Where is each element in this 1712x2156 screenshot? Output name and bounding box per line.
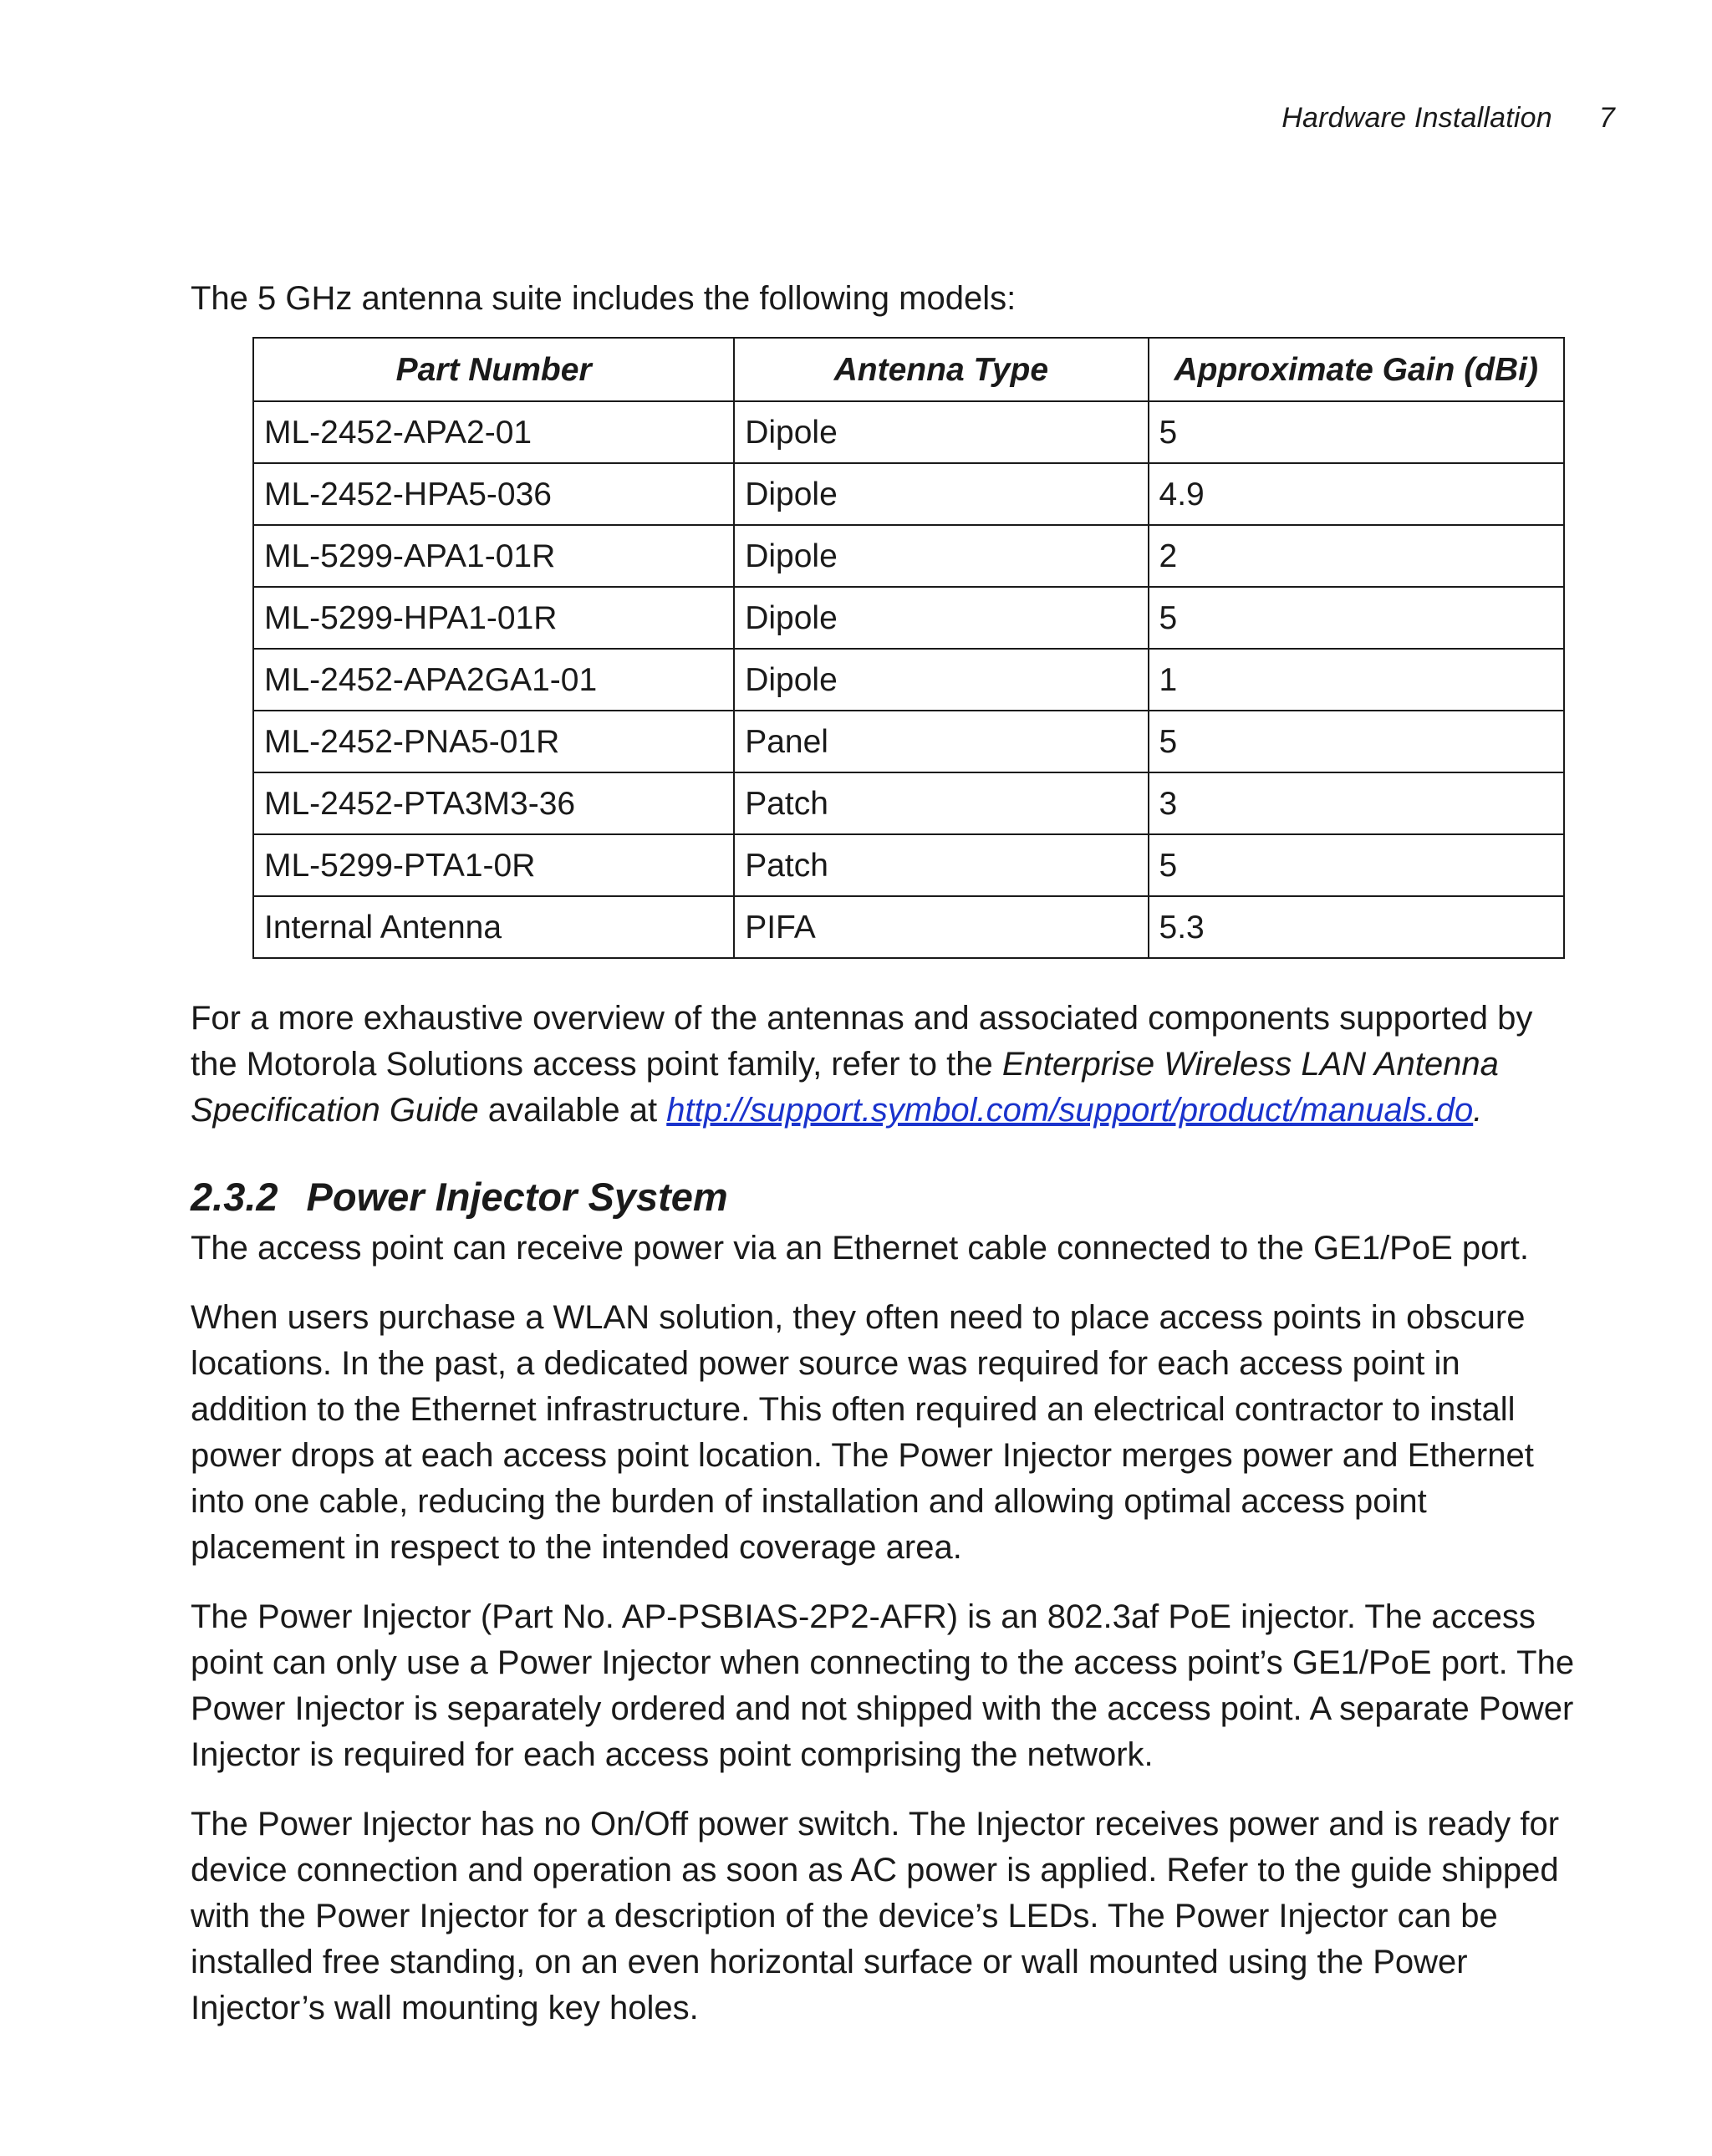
table-row bbox=[253, 711, 1564, 772]
cell-gain: 5 bbox=[1149, 711, 1565, 772]
body-paragraph: When users purchase a WLAN solution, they often need to place access points in obscure locations. In the past, a dedicated power source was required for each access point in addition to the Ethernet infrastructure. This often required an electrical contractor to install power drops at each access point location. The Power Injector merges power and Ethernet into one cable, reducing the burden of installation and allowing optimal access point placement in respect to the intended coverage area. bbox=[191, 1299, 1534, 1566]
cell-gain: 5 bbox=[1149, 834, 1565, 896]
table-row bbox=[253, 401, 1564, 463]
cell-part-number: ML-5299-APA1-01R bbox=[253, 525, 734, 587]
table-row bbox=[253, 463, 1564, 525]
table-header-row bbox=[253, 338, 1564, 401]
table-row bbox=[253, 896, 1564, 958]
column-header-part-number: Part Number bbox=[253, 338, 734, 401]
cell-part-number: ML-2452-APA2-01 bbox=[253, 401, 734, 463]
section-title: Power Injector System bbox=[306, 1175, 728, 1219]
cell-gain: 1 bbox=[1149, 649, 1565, 711]
cell-part-number: ML-5299-PTA1-0R bbox=[253, 834, 734, 896]
cell-antenna-type: Panel bbox=[734, 711, 1148, 772]
table-row bbox=[253, 772, 1564, 834]
cell-antenna-type: Dipole bbox=[734, 463, 1148, 525]
cell-gain: 5 bbox=[1149, 587, 1565, 649]
cell-part-number: ML-5299-HPA1-01R bbox=[253, 587, 734, 649]
table-row bbox=[253, 834, 1564, 896]
cell-antenna-type: Dipole bbox=[734, 587, 1148, 649]
cell-gain: 3 bbox=[1149, 772, 1565, 834]
cell-antenna-type: Patch bbox=[734, 834, 1148, 896]
cell-antenna-type: Dipole bbox=[734, 649, 1148, 711]
cell-antenna-type: Dipole bbox=[734, 525, 1148, 587]
column-header-antenna-type: Antenna Type bbox=[734, 338, 1148, 401]
table-row bbox=[253, 649, 1564, 711]
overview-text-before: For a more exhaustive overview of the antennas and associated components supported by the Motorola Solutions access point family, refer to the bbox=[191, 1000, 1533, 1083]
overview-text-middle: available at bbox=[478, 1092, 667, 1129]
cell-part-number: ML-2452-HPA5-036 bbox=[253, 463, 734, 525]
cell-antenna-type: Patch bbox=[734, 772, 1148, 834]
section-number: 2.3.2 bbox=[191, 1175, 278, 1219]
table-row bbox=[253, 587, 1564, 649]
page-content bbox=[191, 276, 1578, 2055]
cell-antenna-type: PIFA bbox=[734, 896, 1148, 958]
guide-title: Enterprise Wireless LAN Antenna Specification Guide bbox=[191, 1046, 1499, 1129]
cell-gain: 5 bbox=[1149, 401, 1565, 463]
running-header bbox=[1281, 102, 1615, 135]
cell-gain: 4.9 bbox=[1149, 463, 1565, 525]
body-paragraph: The Power Injector has no On/Off power switch. The Injector receives power and is ready for device connection and operation as soon as AC power is applied. Refer to the guide shipped with the Power Injector for a description of the device’s LEDs. The Power Injector can be installed free standing, on an even horizontal surface or wall mounted using the Power Injector’s wall mounting key holes. bbox=[191, 1806, 1560, 2026]
header-title: Hardware Installation bbox=[1281, 102, 1552, 134]
cell-part-number: ML-2452-PNA5-01R bbox=[253, 711, 734, 772]
manuals-link[interactable]: http://support.symbol.com/support/product/manuals.do bbox=[666, 1092, 1474, 1129]
cell-gain: 5.3 bbox=[1149, 896, 1565, 958]
cell-part-number: Internal Antenna bbox=[253, 896, 734, 958]
intro-sentence: The 5 GHz antenna suite includes the following models: bbox=[191, 280, 1016, 317]
table-row bbox=[253, 525, 1564, 587]
body-paragraph: The access point can receive power via an Ethernet cable connected to the GE1/PoE port. bbox=[191, 1230, 1529, 1267]
antenna-overview-paragraph bbox=[191, 996, 1578, 1134]
cell-part-number: ML-2452-APA2GA1-01 bbox=[253, 649, 734, 711]
antenna-table bbox=[252, 337, 1565, 959]
column-header-gain: Approximate Gain (dBi) bbox=[1149, 338, 1565, 401]
cell-gain: 2 bbox=[1149, 525, 1565, 587]
cell-antenna-type: Dipole bbox=[734, 401, 1148, 463]
overview-text-after: . bbox=[1473, 1092, 1483, 1129]
page-number: 7 bbox=[1598, 102, 1615, 134]
cell-part-number: ML-2452-PTA3M3-36 bbox=[253, 772, 734, 834]
section-heading bbox=[191, 1172, 1578, 1222]
body-paragraph: The Power Injector (Part No. AP-PSBIAS-2P2-AFR) is an 802.3af PoE injector. The access point can only use a Power Injector when connecting to the access point’s GE1/PoE port. The Power Injector is separately ordered and not shipped with the access point. A separate Power Injector is required for each access point comprising the network. bbox=[191, 1598, 1575, 1773]
